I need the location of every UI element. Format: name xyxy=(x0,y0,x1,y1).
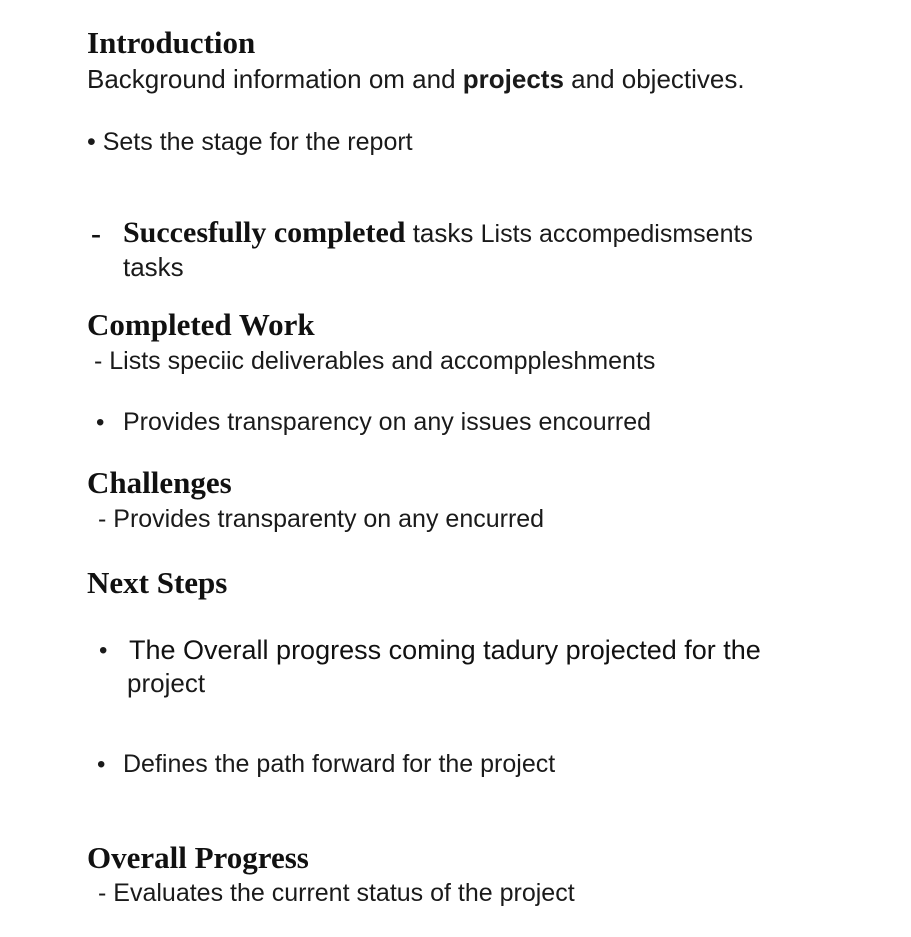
introduction-text-bold: projects xyxy=(462,64,564,94)
introduction-text-post: and objectives. xyxy=(563,64,745,94)
completed-tasks-bold: Succesfully completed xyxy=(123,216,406,249)
dash-icon: - xyxy=(91,217,101,250)
bullet-icon: • xyxy=(96,409,105,436)
overall-progress-heading: Overall Progress xyxy=(87,840,309,875)
completed-tasks-line xyxy=(123,216,753,250)
dash-icon: - xyxy=(98,505,107,533)
overall-progress-dash-item xyxy=(98,879,575,908)
next-steps-heading: Next Steps xyxy=(87,565,228,600)
dash-icon: - xyxy=(94,347,103,375)
challenges-dash-text: Provides transparenty on any encurred xyxy=(113,505,545,533)
next-steps-bullet2-text: Defines the path forward for the project xyxy=(123,750,556,778)
completed-tasks-rest: Lists accompedismsents xyxy=(480,220,753,248)
completed-work-bullet-text: Provides transparency on any issues encourred xyxy=(123,408,652,436)
challenges-dash-item xyxy=(98,505,544,534)
introduction-text-pre: Background information om and xyxy=(87,64,463,94)
introduction-bullet xyxy=(87,128,413,157)
overall-progress-dash-text: Evaluates the current status of the project xyxy=(113,879,575,907)
bullet-icon: • xyxy=(97,751,106,778)
dash-icon: - xyxy=(98,879,107,907)
completed-tasks-wrap: tasks xyxy=(123,252,184,282)
introduction-heading: Introduction xyxy=(87,25,256,60)
introduction-text xyxy=(87,64,745,95)
bullet-icon: • xyxy=(87,128,96,156)
bullet-icon: • xyxy=(99,637,108,664)
completed-tasks-mid: tasks xyxy=(405,218,481,248)
next-steps-bullet1-line2: project xyxy=(127,668,206,698)
completed-work-dash-item xyxy=(94,347,655,376)
next-steps-bullet1-line1: The Overall progress coming tadury projected for the xyxy=(129,635,761,665)
introduction-bullet-text: Sets the stage for the report xyxy=(102,128,413,156)
challenges-heading: Challenges xyxy=(87,465,232,500)
completed-work-dash-text: Lists speciic deliverables and accomppleshments xyxy=(109,347,656,375)
completed-work-heading: Completed Work xyxy=(87,307,315,342)
